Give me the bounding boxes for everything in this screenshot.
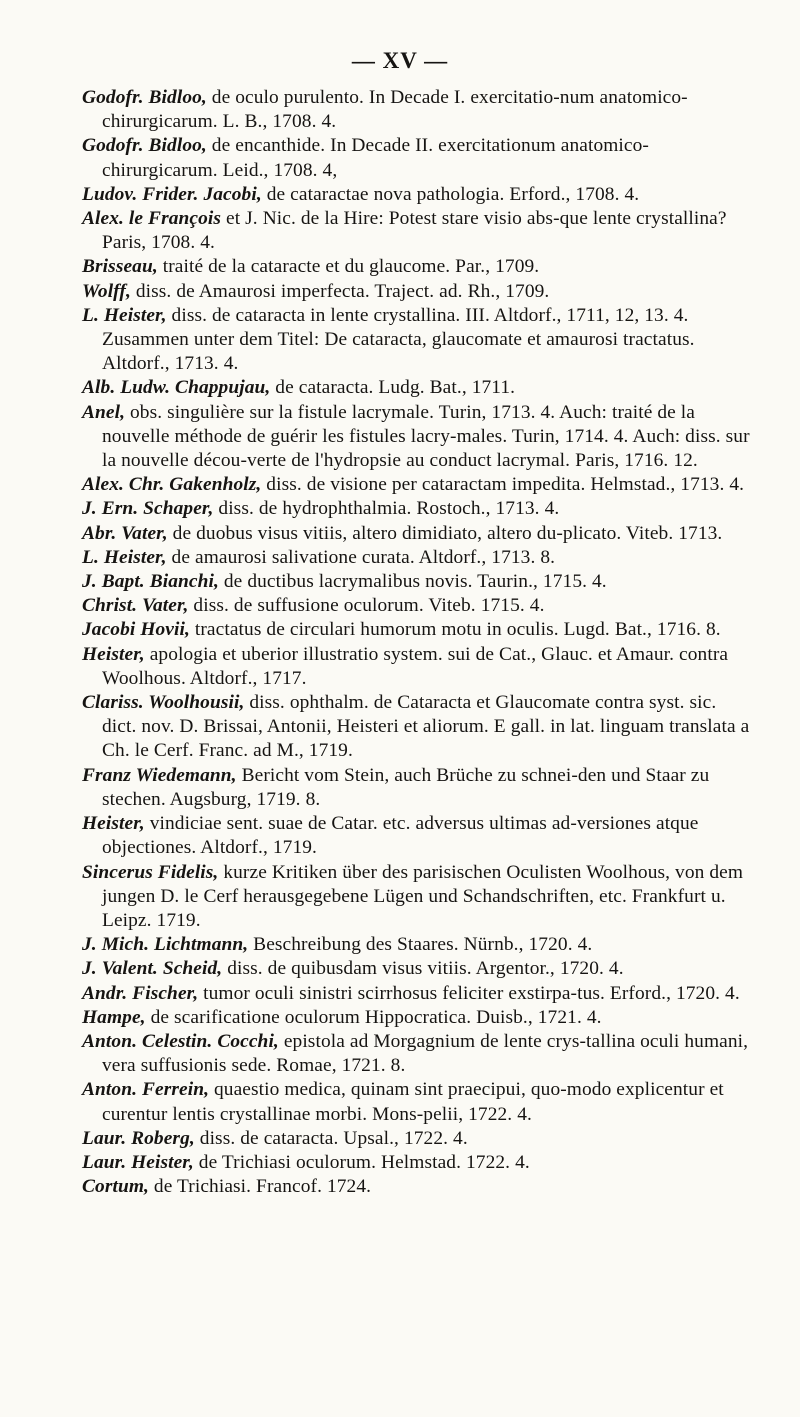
- entry-text: de cataracta. Ludg. Bat., 1711.: [270, 377, 516, 399]
- entry-author: Anel,: [82, 401, 126, 423]
- page-header: — XV —: [351, 48, 449, 73]
- bibliography-entry: [82, 280, 752, 304]
- entry-text: de encanthide. In Decade II. exercitationum anatomico-chirurgicarum. Leid., 1708. 4,: [102, 135, 649, 181]
- entry-author: Franz Wiedemann,: [82, 764, 237, 786]
- bibliography-list: [82, 86, 752, 1199]
- entry-author: Hampe,: [82, 1006, 146, 1028]
- entry-author: Heister,: [82, 643, 145, 665]
- entry-author: J. Ern. Schaper,: [82, 498, 214, 520]
- entry-author: Jacobi Hovii,: [82, 619, 190, 641]
- bibliography-entry: [82, 957, 752, 981]
- entry-text: quaestio medica, quinam sint praecipui, quo-modo explicentur et curentur lentis crystallinae morbi. Mons-pelii, 1722. 4.: [102, 1079, 724, 1125]
- entry-text: obs. singulière sur la fistule lacrymale. Turin, 1713. 4. Auch: traité de la nouvelle méthode de guérir les fistules lacry-males. Turin, 1714. 4. Auch: diss. sur la nouvelle décou-verte de l'hydropsie au conduct lacrymal. Paris, 1716. 12.: [102, 401, 750, 472]
- bibliography-entry: [82, 643, 752, 691]
- entry-author: L. Heister,: [82, 546, 167, 568]
- bibliography-entry: [82, 1006, 752, 1030]
- entry-text: de duobus visus vitiis, altero dimidiato, altero du-plicato. Viteb. 1713.: [167, 522, 723, 544]
- entry-text: epistola ad Morgagnium de lente crys-tallina oculi humani, vera suffusionis sede. Romae, 1721. 8.: [102, 1030, 749, 1077]
- entry-text: de cataractae nova pathologia. Erford., 1708. 4.: [261, 183, 640, 205]
- bibliography-entry: [82, 401, 752, 474]
- bibliography-entry: [82, 86, 752, 134]
- entry-author: Sincerus Fidelis,: [82, 861, 219, 883]
- bibliography-entry: [82, 255, 752, 279]
- entry-author: Alex. le François: [82, 208, 222, 230]
- bibliography-entry: [82, 207, 752, 255]
- entry-author: Abr. Vater,: [82, 522, 168, 544]
- entry-author: Brisseau,: [82, 256, 158, 278]
- entry-author: Laur. Roberg,: [82, 1127, 195, 1149]
- entry-author: Cortum,: [82, 1176, 149, 1198]
- entry-text: de scarificatione oculorum Hippocratica. Duisb., 1721. 4.: [145, 1006, 602, 1028]
- bibliography-entry: [82, 1030, 752, 1078]
- entry-text: tractatus de circulari humorum motu in oculis. Lugd. Bat., 1716. 8.: [189, 619, 721, 641]
- entry-author: J. Valent. Scheid,: [82, 958, 223, 980]
- entry-author: Godofr. Bidloo,: [82, 87, 207, 108]
- entry-text: diss. de quibusdam visus vitiis. Argentor., 1720. 4.: [222, 958, 624, 980]
- entry-author: Laur. Heister,: [82, 1151, 194, 1173]
- entry-text: de Trichiasi oculorum. Helmstad. 1722. 4.: [193, 1151, 530, 1173]
- entry-author: Alex. Chr. Gakenholz,: [82, 474, 262, 496]
- entry-text: et J. Nic. de la Hire: Potest stare visio abs-que lente crystallina? Paris, 1708. 4.: [102, 208, 727, 254]
- bibliography-entry: [82, 691, 752, 764]
- entry-author: Anton. Ferrein,: [82, 1079, 210, 1101]
- bibliography-entry: [82, 594, 752, 618]
- entry-author: J. Mich. Lichtmann,: [82, 934, 249, 956]
- bibliography-entry: [82, 183, 752, 207]
- bibliography-entry: [82, 861, 752, 934]
- entry-text: de ductibus lacrymalibus novis. Taurin., 1715. 4.: [218, 571, 607, 593]
- entry-text: de amaurosi salivatione curata. Altdorf., 1713. 8.: [166, 546, 556, 568]
- entry-text: diss. de cataracta. Upsal., 1722. 4.: [194, 1127, 468, 1149]
- entry-author: L. Heister,: [82, 304, 167, 326]
- entry-text: traité de la cataracte et du glaucome. Par., 1709.: [157, 256, 540, 278]
- bibliography-entry: [82, 1151, 752, 1175]
- bibliography-entry: [82, 304, 752, 377]
- entry-author: Alb. Ludw. Chappujau,: [82, 377, 271, 399]
- entry-author: Andr. Fischer,: [82, 982, 199, 1004]
- entry-author: Ludov. Frider. Jacobi,: [82, 183, 262, 205]
- bibliography-entry: [82, 497, 752, 521]
- bibliography-entry: [82, 376, 752, 400]
- entry-text: de Trichiasi. Francof. 1724.: [148, 1176, 372, 1198]
- bibliography-entry: [82, 1127, 752, 1151]
- entry-text: diss. de hydrophthalmia. Rostoch., 1713. 4.: [213, 498, 560, 520]
- bibliography-entry: [82, 134, 752, 182]
- entry-author: Clariss. Woolhousii,: [82, 692, 245, 714]
- entry-text: vindiciae sent. suae de Catar. etc. adversus ultimas ad-versiones atque objectiones. Altdorf., 1719.: [102, 813, 699, 859]
- bibliography-entry: [82, 764, 752, 812]
- entry-text: diss. ophthalm. de Cataracta et Glaucomate contra syst. sic. dict. nov. D. Brissai, Antonii, Heisteri et aliorum. E gall. in lat. linguam translata a Ch. le Cerf. Franc. ad M., 1719.: [102, 692, 750, 762]
- entry-author: Christ. Vater,: [82, 595, 189, 617]
- entry-author: Anton. Celestin. Cocchi,: [82, 1030, 279, 1052]
- entry-text: de oculo purulento. In Decade I. exercitatio-num anatomico-chirurgicarum. L. B., 1708. 4.: [102, 87, 688, 133]
- bibliography-entry: [82, 522, 752, 546]
- entry-text: diss. de visione per cataractam impedita. Helmstad., 1713. 4.: [261, 474, 745, 496]
- bibliography-entry: [82, 982, 752, 1006]
- bibliography-entry: [82, 1078, 752, 1126]
- bibliography-entry: [82, 546, 752, 570]
- entry-text: diss. de Amaurosi imperfecta. Traject. ad. Rh., 1709.: [130, 280, 550, 302]
- entry-author: Heister,: [82, 813, 145, 835]
- bibliography-entry: [82, 933, 752, 957]
- bibliography-entry: [82, 473, 752, 497]
- entry-text: Beschreibung des Staares. Nürnb., 1720. 4.: [248, 934, 593, 956]
- entry-author: Wolff,: [82, 280, 131, 302]
- entry-text: kurze Kritiken über des parisischen Oculisten Woolhous, von dem jungen D. le Cerf herausgegebene Lügen und Schandschriften, etc. Frankfurt u. Leipz. 1719.: [102, 861, 744, 931]
- bibliography-entry: [82, 618, 752, 642]
- entry-text: Bericht vom Stein, auch Brüche zu schnei-den und Staar zu stechen. Augsburg, 1719. 8.: [102, 764, 710, 810]
- bibliography-entry: [82, 570, 752, 594]
- bibliography-entry: [82, 1175, 752, 1199]
- entry-author: J. Bapt. Bianchi,: [82, 571, 219, 593]
- bibliography-entry: [82, 812, 752, 860]
- entry-text: diss. de cataracta in lente crystallina. III. Altdorf., 1711, 12, 13. 4. Zusammen unter dem Titel: De cataracta, glaucomate et amaurosi tractatus. Altdorf., 1713. 4.: [102, 304, 695, 375]
- entry-text: tumor oculi sinistri scirrhosus feliciter exstirpa-tus. Erford., 1720. 4.: [198, 982, 740, 1004]
- entry-text: apologia et uberior illustratio system. sui de Cat., Glauc. et Amaur. contra Woolhous. Altdorf., 1717.: [102, 643, 729, 689]
- entry-text: diss. de suffusione oculorum. Viteb. 1715. 4.: [188, 595, 545, 617]
- entry-author: Godofr. Bidloo,: [82, 135, 207, 157]
